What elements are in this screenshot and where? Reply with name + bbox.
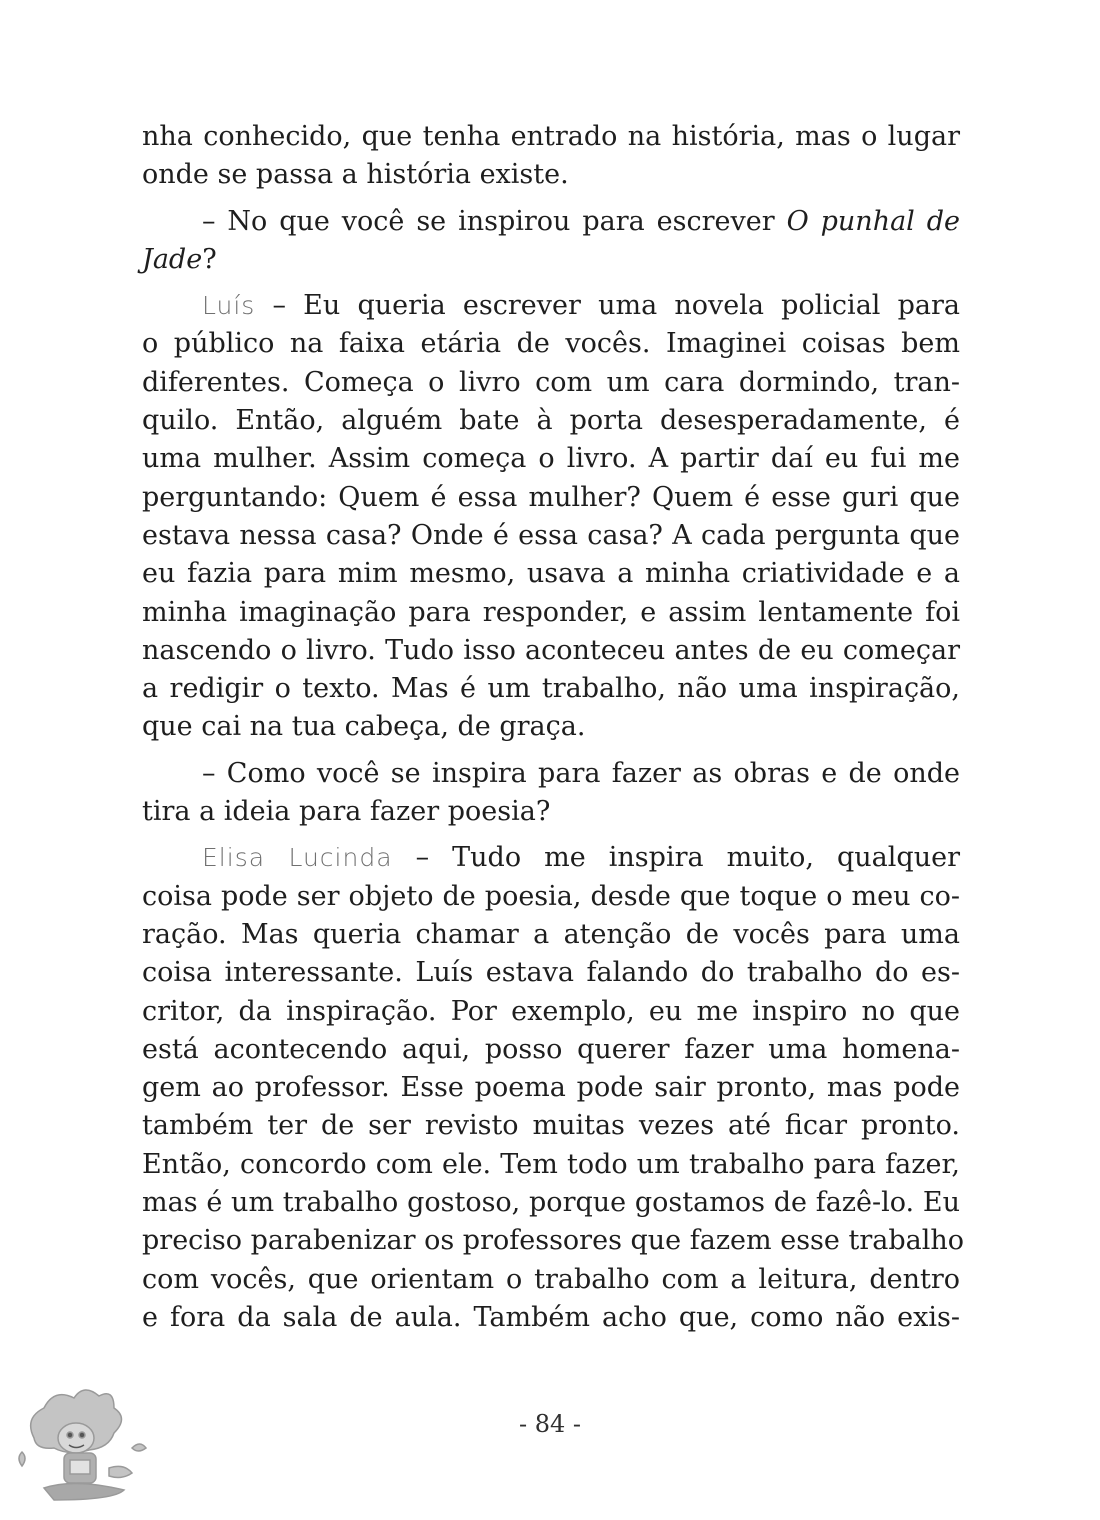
text-line bbox=[142, 839, 960, 877]
text-line bbox=[142, 203, 960, 241]
text-line: com vocês, que orientam o trabalho com a leitura, dentro bbox=[142, 1263, 960, 1295]
text-line: Então, concordo com ele. Tem todo um trabalho para fazer, bbox=[142, 1148, 960, 1180]
text-line: nascendo o livro. Tudo isso aconteceu antes de eu começar bbox=[142, 634, 960, 666]
speaker-name: Elisa Lucinda bbox=[202, 843, 393, 873]
text-line: coisa pode ser objeto de poesia, desde que toque o meu co- bbox=[142, 880, 960, 912]
cartoon-mascot-icon bbox=[14, 1378, 154, 1508]
text-line: perguntando: Quem é essa mulher? Quem é esse guri que bbox=[142, 481, 960, 513]
book-title: Jade bbox=[142, 243, 203, 275]
text-line: onde se passa a história existe. bbox=[142, 159, 569, 191]
text-line: diferentes. Começa o livro com um cara dormindo, tran- bbox=[142, 366, 960, 398]
text-line: está acontecendo aqui, posso querer fazer uma homena- bbox=[142, 1033, 960, 1065]
text-line: coisa interessante. Luís estava falando do trabalho do es- bbox=[142, 957, 960, 989]
text-line: preciso parabenizar os professores que fazem esse trabalho bbox=[142, 1225, 964, 1257]
page-number: - 84 - bbox=[518, 1410, 581, 1438]
text-line: minha imaginação para responder, e assim lentamente foi bbox=[142, 596, 960, 628]
answer-text: – Eu queria escrever uma novela policial para bbox=[255, 290, 960, 322]
text-line: – Como você se inspira para fazer as obras e de onde bbox=[202, 757, 960, 789]
text-line: estava nessa casa? Onde é essa casa? A cada pergunta que bbox=[142, 519, 960, 551]
text-line: ração. Mas queria chamar a atenção de vocês para uma bbox=[142, 918, 960, 950]
text-line bbox=[142, 287, 960, 325]
text-line: nha conhecido, que tenha entrado na história, mas o lugar bbox=[142, 121, 960, 152]
answer-text: – Tudo me inspira muito, qualquer bbox=[392, 842, 960, 874]
question-mark: ? bbox=[202, 243, 217, 275]
text-line: também ter de ser revisto muitas vezes até ficar pronto. bbox=[142, 1110, 960, 1142]
text-line bbox=[142, 241, 960, 279]
text-line: a redigir o texto. Mas é um trabalho, não uma inspiração, bbox=[142, 673, 960, 705]
text-line: critor, da inspiração. Por exemplo, eu me inspiro no que bbox=[142, 995, 960, 1027]
speaker-name: Luís bbox=[202, 291, 256, 321]
question-2 bbox=[142, 755, 960, 832]
text-line: o público na faixa etária de vocês. Imaginei coisas bem bbox=[142, 328, 960, 360]
text-line: uma mulher. Assim começa o livro. A partir daí eu fui me bbox=[142, 443, 960, 475]
text-line: eu fazia para mim mesmo, usava a minha criatividade e a bbox=[142, 558, 960, 590]
text-line: e fora da sala de aula. Também acho que, como não exis- bbox=[142, 1301, 960, 1333]
book-title: O punhal de bbox=[786, 205, 961, 237]
text-line: gem ao professor. Esse poema pode sair pronto, mas pode bbox=[142, 1072, 960, 1104]
answer-luis bbox=[142, 287, 960, 747]
page-text bbox=[142, 118, 964, 1345]
text-line: quilo. Então, alguém bate à porta desesperadamente, é bbox=[142, 405, 960, 437]
paragraph-1 bbox=[142, 118, 960, 195]
text-line: tira a ideia para fazer poesia? bbox=[142, 796, 551, 828]
text-line: mas é um trabalho gostoso, porque gostamos de fazê-lo. Eu bbox=[142, 1187, 960, 1219]
answer-elisa bbox=[142, 839, 964, 1337]
text-line: que cai na tua cabeça, de graça. bbox=[142, 711, 586, 743]
question-text: – No que você se inspirou para escrever bbox=[202, 205, 787, 237]
question-1 bbox=[142, 203, 960, 280]
